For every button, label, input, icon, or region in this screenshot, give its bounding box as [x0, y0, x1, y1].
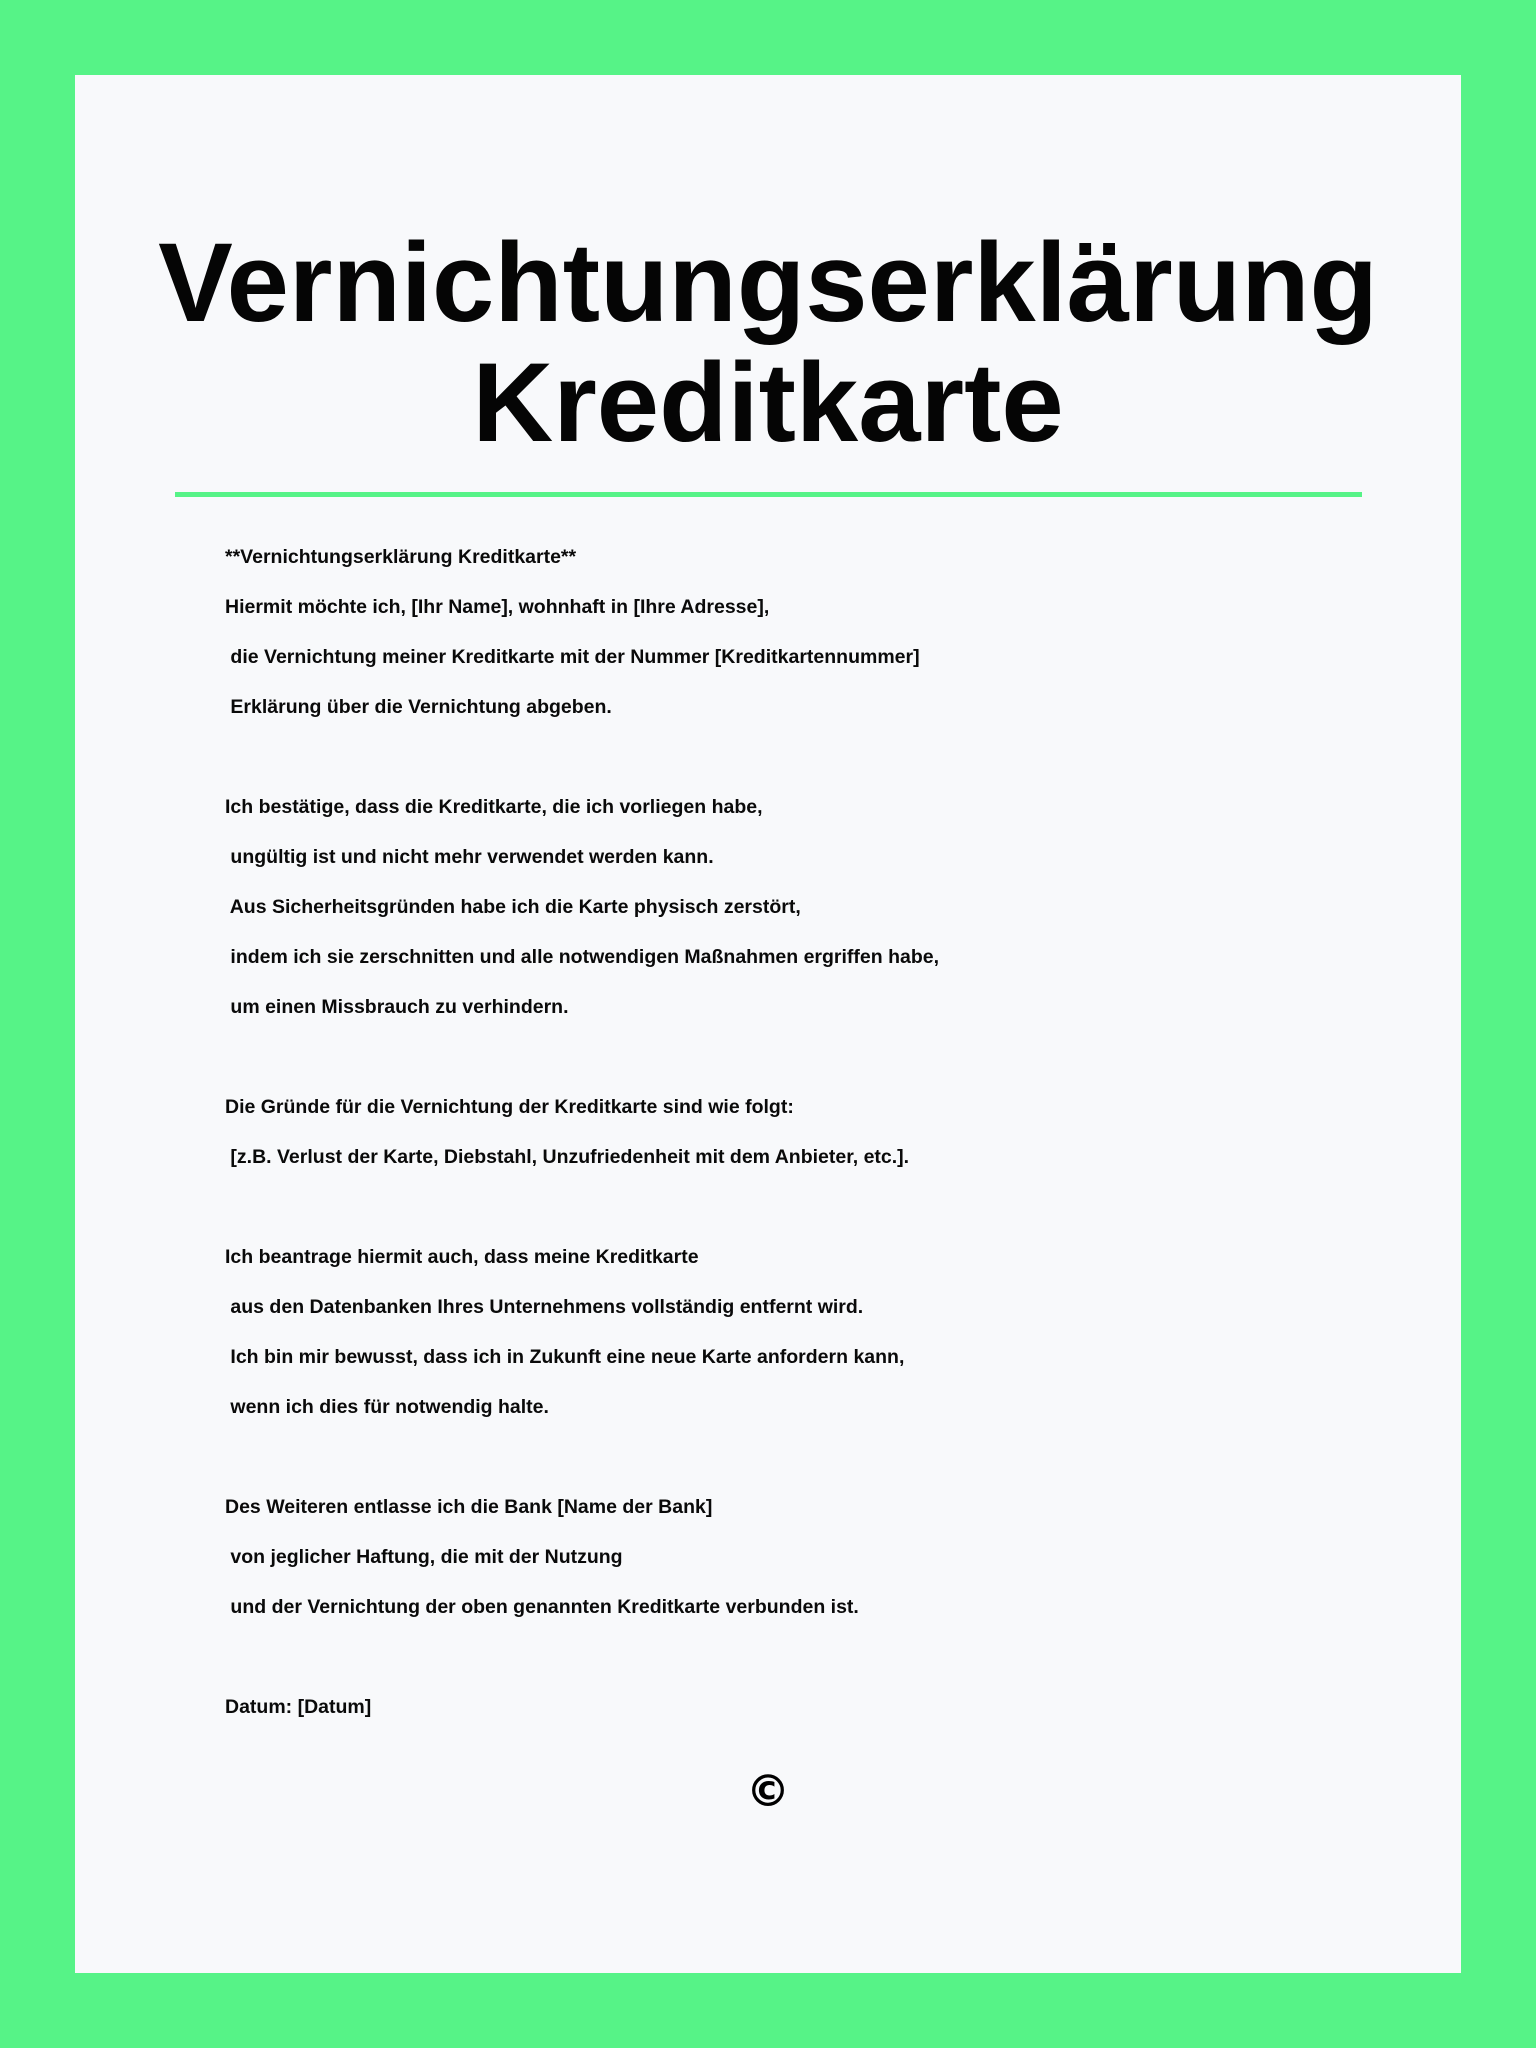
text-line: ungültig ist und nicht mehr verwendet werden kann.: [225, 846, 714, 868]
text-line: Die Gründe für die Vernichtung der Kreditkarte sind wie folgt:: [225, 1096, 794, 1118]
document-page: [75, 75, 1461, 1973]
title-line-2: Kreditkarte: [472, 340, 1064, 465]
text-line: Hiermit möchte ich, [Ihr Name], wohnhaft in [Ihre Adresse],: [225, 596, 770, 618]
text-line: von jeglicher Haftung, die mit der Nutzung: [225, 1546, 623, 1568]
text-line: Ich beantrage hiermit auch, dass meine Kreditkarte: [225, 1246, 699, 1268]
date-line: Datum: [Datum]: [225, 1696, 372, 1718]
title-line-1: Vernichtungserklärung: [158, 220, 1378, 345]
text-line: Ich bestätige, dass die Kreditkarte, die ich vorliegen habe,: [225, 796, 763, 818]
text-line: wenn ich dies für notwendig halte.: [225, 1396, 549, 1418]
text-line: Aus Sicherheitsgründen habe ich die Karte physisch zerstört,: [225, 896, 801, 918]
heading-line: **Vernichtungserklärung Kreditkarte**: [225, 546, 577, 568]
text-line: die Vernichtung meiner Kreditkarte mit der Nummer [Kreditkartennummer]: [225, 646, 920, 668]
text-line: [z.B. Verlust der Karte, Diebstahl, Unzufriedenheit mit dem Anbieter, etc.].: [225, 1146, 910, 1168]
title-divider: [175, 492, 1362, 497]
text-line: aus den Datenbanken Ihres Unternehmens vollständig entfernt wird.: [225, 1296, 864, 1318]
text-line: Erklärung über die Vernichtung abgeben.: [225, 696, 612, 718]
document-title: [75, 220, 1461, 465]
text-line: Ich bin mir bewusst, dass ich in Zukunft eine neue Karte anfordern kann,: [225, 1346, 905, 1368]
text-line: indem ich sie zerschnitten und alle notwendigen Maßnahmen ergriffen habe,: [225, 946, 940, 968]
copyright-icon: ©: [746, 1766, 790, 1817]
text-line: um einen Missbrauch zu verhindern.: [225, 996, 569, 1018]
text-line: Des Weiteren entlasse ich die Bank [Name der Bank]: [225, 1496, 713, 1518]
text-line: und der Vernichtung der oben genannten Kreditkarte verbunden ist.: [225, 1596, 859, 1618]
